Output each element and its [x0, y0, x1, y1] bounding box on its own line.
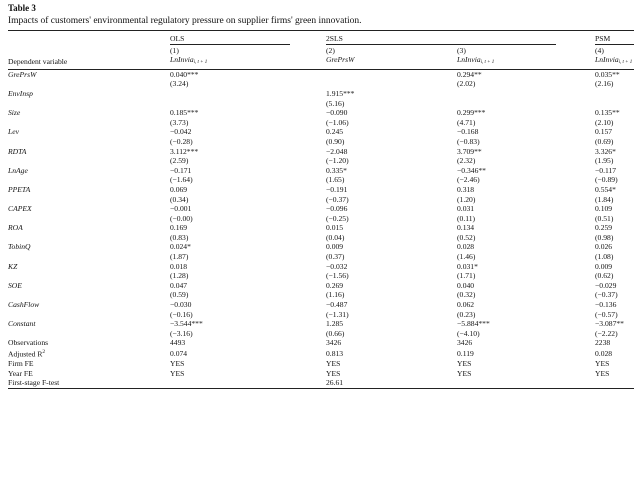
coefficient-cell: −2.048	[326, 146, 348, 156]
summary-label: Year FE	[8, 368, 33, 378]
table-container	[8, 3, 634, 389]
table-row-tstat	[8, 310, 634, 320]
t-statistic-cell: (−2.22)	[595, 328, 618, 338]
t-statistic-cell: (1.84)	[595, 194, 614, 204]
table-row-tstat	[8, 233, 634, 243]
coefficient-cell: 0.009	[595, 261, 613, 271]
t-statistic-cell: (0.37)	[326, 252, 345, 262]
table-row	[8, 147, 634, 157]
coefficient-cell	[326, 69, 457, 79]
coefficient-cell: 0.047	[170, 280, 188, 290]
t-statistic-cell: (0.23)	[457, 309, 476, 319]
coefficient-cell: −0.029	[595, 280, 617, 290]
t-statistic-cell: (−3.16)	[170, 328, 193, 338]
coefficient-cell: 3.326*	[595, 146, 616, 156]
coefficient-cell: −0.191	[326, 184, 348, 194]
t-statistic-cell: (−1.64)	[170, 175, 193, 185]
coefficient-cell: 0.024*	[170, 242, 191, 252]
t-statistic-cell: (−4.10)	[457, 328, 480, 338]
coefficient-cell: 0.031*	[457, 261, 478, 271]
summary-row	[8, 369, 634, 379]
dependent-variable-label: Dependent variable	[8, 56, 68, 66]
coefficient-cell: 0.554*	[595, 184, 616, 194]
coefficient-cell: 3.112***	[170, 146, 199, 156]
summary-value: YES	[170, 359, 185, 369]
coefficient-cell: 1.285	[326, 319, 344, 329]
method-2sls: 2SLS	[326, 34, 343, 43]
coefficient-cell: 0.318	[457, 184, 475, 194]
t-statistic-cell: (−0.25)	[326, 213, 349, 223]
coefficient-cell	[595, 89, 634, 99]
coefficient-cell: 0.169	[170, 223, 188, 233]
table-row-tstat	[8, 118, 634, 128]
dependent-var-2: GrePrsW	[326, 55, 355, 65]
coefficient-cell: 0.031	[457, 204, 475, 214]
t-statistic-cell: (0.59)	[170, 290, 189, 300]
summary-value	[595, 378, 634, 388]
coefficient-cell: −0.168	[457, 127, 479, 137]
coefficient-cell: 0.040***	[170, 69, 199, 79]
table-row	[8, 185, 634, 195]
t-statistic-cell: (1.65)	[326, 175, 345, 185]
table-row	[8, 300, 634, 310]
coefficient-cell: −0.487	[326, 300, 348, 310]
t-statistic-cell	[170, 99, 326, 109]
coefficient-cell: 1.915***	[326, 88, 355, 98]
summary-value: YES	[457, 359, 472, 369]
table-row	[8, 69, 634, 79]
summary-value: 26.61	[326, 378, 457, 388]
summary-value: 0.074	[170, 348, 188, 358]
summary-row	[8, 348, 634, 359]
table-row	[8, 262, 634, 272]
t-statistic-cell: (−2.46)	[457, 175, 480, 185]
coefficient-cell: −3.087**	[595, 319, 624, 329]
summary-value: 4493	[170, 338, 186, 348]
coefficient-cell: 0.269	[326, 280, 344, 290]
table-row-tstat	[8, 79, 634, 89]
t-statistic-cell	[595, 99, 634, 109]
coefficient-cell: 0.185***	[170, 108, 199, 118]
summary-value: 0.028	[595, 348, 613, 358]
t-statistic-cell: (3.24)	[170, 79, 189, 89]
table-row-tstat	[8, 290, 634, 300]
summary-value: 0.119	[457, 348, 474, 358]
dependent-var-4: LnInvia$_{i, t + 1}$	[595, 55, 633, 66]
summary-label: Adjusted $R^2$	[8, 349, 46, 359]
summary-row	[8, 378, 634, 388]
table-row	[8, 319, 634, 329]
table-row-tstat	[8, 156, 634, 166]
summary-value: YES	[326, 359, 341, 369]
coefficient-cell: −0.042	[170, 127, 192, 137]
variable-name: TobinQ	[8, 242, 31, 252]
coefficient-cell: 3.709**	[457, 146, 482, 156]
coefficient-cell: 0.040	[457, 280, 475, 290]
coefficient-cell: 0.028	[457, 242, 475, 252]
variable-name: RDTA	[8, 146, 27, 156]
t-statistic-cell: (0.83)	[170, 232, 189, 242]
t-statistic-cell: (0.34)	[170, 194, 189, 204]
summary-value: YES	[457, 368, 472, 378]
t-statistic-cell: (1.87)	[170, 252, 189, 262]
t-statistic-cell: (−0.00)	[170, 213, 193, 223]
t-statistic-cell: (2.02)	[457, 79, 476, 89]
method-header-row	[8, 31, 634, 44]
t-statistic-cell: (0.11)	[457, 213, 476, 223]
t-statistic-cell: (0.69)	[595, 136, 614, 146]
coefficient-cell: −3.544***	[170, 319, 203, 329]
t-statistic-cell: (3.73)	[170, 117, 189, 127]
table-row	[8, 166, 634, 176]
summary-row	[8, 338, 634, 348]
t-statistic-cell: (1.71)	[457, 271, 476, 281]
t-statistic-cell: (0.90)	[326, 136, 345, 146]
summary-label: First-stage F-test	[8, 378, 170, 388]
t-statistic-cell: (1.16)	[326, 290, 345, 300]
coefficient-cell	[457, 89, 595, 99]
variable-name: ROA	[8, 223, 23, 233]
summary-value: YES	[326, 368, 341, 378]
coefficient-cell: 0.015	[326, 223, 344, 233]
t-statistic-cell: (1.08)	[595, 252, 614, 262]
t-statistic-cell: (2.10)	[595, 117, 614, 127]
table-row	[8, 89, 634, 99]
col-number-2: (2)	[326, 45, 335, 55]
t-statistic-cell: (1.46)	[457, 252, 476, 262]
variable-name: Lev	[8, 127, 19, 137]
table-row	[8, 242, 634, 252]
table-row	[8, 127, 634, 137]
table-row	[8, 281, 634, 291]
col-number-4: (4)	[595, 45, 604, 55]
variable-name: PPETA	[8, 184, 31, 194]
coefficient-cell: −0.117	[595, 165, 617, 175]
coefficient-cell: 0.134	[457, 223, 475, 233]
table-row	[8, 204, 634, 214]
variable-name: KZ	[8, 261, 18, 271]
coefficient-cell: 0.069	[170, 184, 188, 194]
coefficient-cell: −0.032	[326, 261, 348, 271]
variable-name: Constant	[8, 319, 36, 329]
t-statistic-cell	[326, 79, 457, 89]
table-row-tstat	[8, 137, 634, 147]
coefficient-cell: −0.090	[326, 108, 348, 118]
summary-value: YES	[595, 368, 610, 378]
variable-name: GrePrsW	[8, 69, 37, 79]
summary-value: 3426	[457, 338, 473, 348]
coefficient-cell: −0.171	[170, 165, 192, 175]
coefficient-cell: 0.135**	[595, 108, 620, 118]
coefficient-cell: −0.001	[170, 204, 192, 214]
t-statistic-cell: (0.98)	[595, 232, 614, 242]
t-statistic-cell: (−0.57)	[595, 309, 618, 319]
table-row-tstat	[8, 271, 634, 281]
t-statistic-cell: (1.95)	[595, 156, 614, 166]
t-statistic-cell: (0.66)	[326, 328, 345, 338]
table-caption: Impacts of customers' environmental regulatory pressure on supplier firms' green innovation.	[8, 16, 362, 26]
summary-value	[457, 378, 595, 388]
coefficient-cell: −0.030	[170, 300, 192, 310]
table-row-tstat	[8, 214, 634, 224]
method-psm: PSM	[595, 34, 611, 43]
t-statistic-cell: (0.62)	[595, 271, 614, 281]
dependent-variable-row	[8, 55, 634, 68]
variable-name: EnvInsp	[8, 88, 33, 98]
coefficient-cell: 0.062	[457, 300, 475, 310]
summary-value: 3426	[326, 338, 342, 348]
t-statistic-cell: (−1.56)	[326, 271, 349, 281]
coefficient-cell: 0.294**	[457, 69, 482, 79]
coefficient-cell: 0.157	[595, 127, 613, 137]
t-statistic-cell: (1.28)	[170, 271, 189, 281]
t-statistic-cell: (5.16)	[326, 98, 345, 108]
t-statistic-cell: (−1.31)	[326, 309, 349, 319]
t-statistic-cell: (2.32)	[457, 156, 476, 166]
coefficient-cell: 0.026	[595, 242, 613, 252]
coefficient-cell: 0.299***	[457, 108, 486, 118]
t-statistic-cell: (−0.37)	[595, 290, 618, 300]
t-statistic-cell: (−0.83)	[457, 136, 480, 146]
summary-value: YES	[595, 359, 610, 369]
table-row	[8, 223, 634, 233]
summary-label: Observations	[8, 338, 49, 348]
summary-label: Firm FE	[8, 359, 34, 369]
t-statistic-cell: (2.59)	[170, 156, 189, 166]
t-statistic-cell: (0.51)	[595, 213, 614, 223]
table-row-tstat	[8, 175, 634, 185]
summary-value: 2238	[595, 338, 611, 348]
t-statistic-cell: (0.04)	[326, 232, 345, 242]
table-row-tstat	[8, 252, 634, 262]
t-statistic-cell: (−1.20)	[326, 156, 349, 166]
t-statistic-cell: (−0.28)	[170, 136, 193, 146]
table-row-tstat	[8, 329, 634, 339]
summary-value: YES	[170, 368, 185, 378]
coefficient-cell: 0.009	[326, 242, 344, 252]
method-ols: OLS	[170, 34, 185, 43]
dependent-var-3: LnInvia$_{i, t + 1}$	[457, 55, 495, 66]
coefficient-cell: −0.136	[595, 300, 617, 310]
t-statistic-cell: (2.16)	[595, 79, 614, 89]
summary-value: 0.813	[326, 348, 344, 358]
variable-name: CashFlow	[8, 300, 40, 310]
t-statistic-cell	[457, 99, 595, 109]
coefficient-cell	[170, 89, 326, 99]
t-statistic-cell: (0.52)	[457, 232, 476, 242]
t-statistic-cell: (−1.06)	[326, 117, 349, 127]
dependent-var-1: LnInvia$_{i, t + 1}$	[170, 55, 208, 66]
regression-table	[8, 31, 634, 389]
col-number-1: (1)	[170, 45, 179, 55]
t-statistic-cell: (1.20)	[457, 194, 476, 204]
coefficient-cell: 0.259	[595, 223, 613, 233]
coefficient-cell: −5.884***	[457, 319, 490, 329]
coefficient-cell: −0.096	[326, 204, 348, 214]
coefficient-cell: −0.346**	[457, 165, 486, 175]
t-statistic-cell: (−0.16)	[170, 309, 193, 319]
summary-row	[8, 359, 634, 369]
t-statistic-cell: (−0.89)	[595, 175, 618, 185]
summary-value	[170, 378, 326, 388]
table-row-tstat	[8, 99, 634, 109]
coefficient-cell: 0.335*	[326, 165, 347, 175]
t-statistic-cell: (−0.37)	[326, 194, 349, 204]
col-number-3: (3)	[457, 45, 466, 55]
table-row-tstat	[8, 195, 634, 205]
table-row	[8, 108, 634, 118]
coefficient-cell: 0.035**	[595, 69, 620, 79]
variable-name: SOE	[8, 280, 22, 290]
variable-name: LnAge	[8, 165, 28, 175]
table-label: Table 3	[8, 3, 36, 13]
coefficient-cell: 0.018	[170, 261, 188, 271]
coefficient-cell: 0.245	[326, 127, 344, 137]
variable-name: Size	[8, 108, 21, 118]
column-number-row	[8, 46, 634, 56]
coefficient-cell: 0.109	[595, 204, 613, 214]
t-statistic-cell: (4.71)	[457, 117, 476, 127]
variable-name: CAPEX	[8, 204, 32, 214]
t-statistic-cell: (0.32)	[457, 290, 476, 300]
